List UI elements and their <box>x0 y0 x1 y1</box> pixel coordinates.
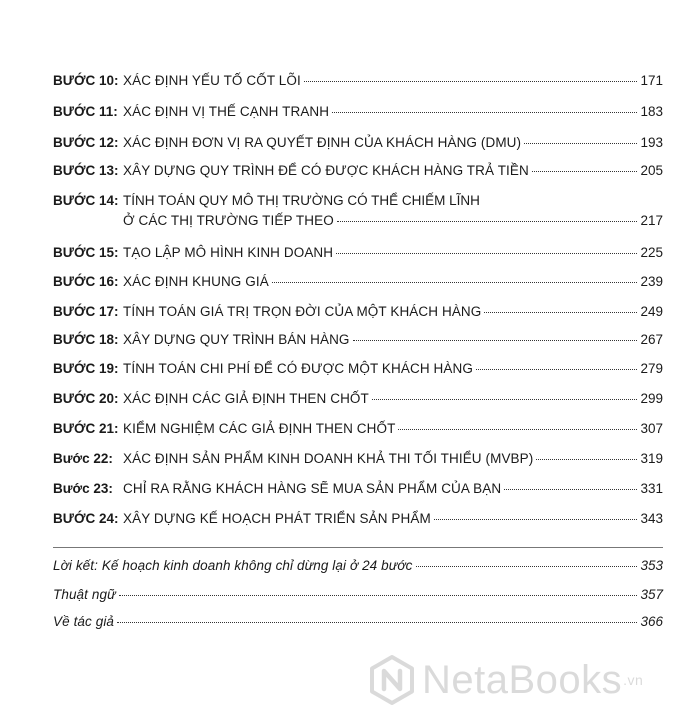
watermark-suffix: .vn <box>623 672 644 688</box>
entry-title-continued: Ở CÁC THỊ TRƯỜNG TIẾP THEO <box>123 213 334 228</box>
page-number: 225 <box>640 245 663 260</box>
entry-title: TÍNH TOÁN QUY MÔ THỊ TRƯỜNG CÓ THỂ CHIẾM LĨNH <box>123 193 480 208</box>
entry-title: Thuật ngữ <box>53 587 116 602</box>
dot-leader <box>504 489 637 490</box>
step-number: Bước 22: <box>53 451 113 466</box>
dot-leader <box>119 595 638 596</box>
entry-title: XÂY DỰNG KẾ HOẠCH PHÁT TRIỂN SẢN PHẨM <box>123 511 431 526</box>
page-number: 307 <box>640 421 663 436</box>
step-number: BƯỚC 14: <box>53 193 119 208</box>
entry-title: XÁC ĐỊNH YẾU TỐ CỐT LÕI <box>123 73 301 88</box>
page-number: 366 <box>640 614 663 629</box>
step-number: BƯỚC 16: <box>53 274 119 289</box>
dot-leader <box>332 112 637 113</box>
step-number: BƯỚC 17: <box>53 304 119 319</box>
dot-leader <box>398 429 637 430</box>
page-number: 171 <box>640 73 663 88</box>
entry-title: CHỈ RA RẰNG KHÁCH HÀNG SẼ MUA SẢN PHẨM CỦA BẠN <box>123 481 502 496</box>
toc-extra-entry[interactable] <box>53 613 663 631</box>
page-number: 183 <box>640 104 663 119</box>
watermark <box>366 654 643 706</box>
dot-leader <box>336 253 637 254</box>
dot-leader <box>353 340 638 341</box>
entry-title: Về tác giả <box>53 614 115 629</box>
step-number: BƯỚC 24: <box>53 511 119 526</box>
page-number: 279 <box>640 361 663 376</box>
step-number: BƯỚC 18: <box>53 332 119 347</box>
page-number: 239 <box>640 274 663 289</box>
entry-title: TÍNH TOÁN GIÁ TRỊ TRỌN ĐỜI CỦA MỘT KHÁCH HÀNG <box>123 304 482 319</box>
page-number: 205 <box>640 163 663 178</box>
entry-title: XÁC ĐỊNH SẢN PHẨM KINH DOANH KHẢ THI TỐI THIỂU (MVBP) <box>123 451 534 466</box>
entry-title: XÂY DỰNG QUY TRÌNH ĐỂ CÓ ĐƯỢC KHÁCH HÀNG TRẢ TIỀN <box>123 163 529 178</box>
toc-extra-entry[interactable] <box>53 557 663 575</box>
page-number: 193 <box>640 135 663 150</box>
dot-leader <box>372 399 638 400</box>
toc-entry[interactable] <box>53 192 663 232</box>
entry-title: Lời kết: Kế hoạch kinh doanh không chỉ dừng lại ở 24 bước <box>53 558 413 573</box>
page-number: 353 <box>640 558 663 573</box>
dot-leader <box>304 81 638 82</box>
page-number: 249 <box>640 304 663 319</box>
page-number: 267 <box>640 332 663 347</box>
entry-title: TẠO LẬP MÔ HÌNH KINH DOANH <box>123 245 334 260</box>
entry-title: XÂY DỰNG QUY TRÌNH BÁN HÀNG <box>123 332 350 347</box>
page-number: 357 <box>640 587 663 602</box>
entry-title: XÁC ĐỊNH CÁC GIẢ ĐỊNH THEN CHỐT <box>123 391 369 406</box>
step-number: BƯỚC 21: <box>53 421 119 436</box>
dot-leader <box>536 459 637 460</box>
entry-title: XÁC ĐỊNH KHUNG GIÁ <box>123 274 269 289</box>
entry-title: XÁC ĐỊNH ĐƠN VỊ RA QUYẾT ĐỊNH CỦA KHÁCH HÀNG (DMU) <box>123 135 522 150</box>
step-number: BƯỚC 11: <box>53 104 118 119</box>
dot-leader <box>476 369 638 370</box>
entry-title: TÍNH TOÁN CHI PHÍ ĐỂ CÓ ĐƯỢC MỘT KHÁCH HÀNG <box>123 361 473 376</box>
page-number: 217 <box>640 213 663 228</box>
dot-leader <box>272 282 638 283</box>
page-number: 299 <box>640 391 663 406</box>
step-number: BƯỚC 20: <box>53 391 119 406</box>
dot-leader <box>117 622 637 623</box>
toc-extra-entry[interactable] <box>53 586 663 604</box>
page-number: 319 <box>640 451 663 466</box>
page-number: 343 <box>640 511 663 526</box>
dot-leader <box>416 566 638 567</box>
step-number: Bước 23: <box>53 481 113 496</box>
dot-leader <box>337 221 638 222</box>
step-number: BƯỚC 13: <box>53 163 119 178</box>
entry-title: KIỂM NGHIỆM CÁC GIẢ ĐỊNH THEN CHỐT <box>123 421 396 436</box>
step-number: BƯỚC 19: <box>53 361 119 376</box>
step-number: BƯỚC 15: <box>53 245 119 260</box>
dot-leader <box>434 519 638 520</box>
watermark-text: NetaBooks <box>422 657 623 702</box>
dot-leader <box>484 312 637 313</box>
dot-leader <box>524 143 637 144</box>
page-number: 331 <box>640 481 663 496</box>
step-number: BƯỚC 12: <box>53 135 119 150</box>
step-number: BƯỚC 10: <box>53 73 119 88</box>
entry-title: XÁC ĐỊNH VỊ THẾ CẠNH TRANH <box>123 104 330 119</box>
netabooks-logo-icon <box>366 654 418 706</box>
dot-leader <box>532 171 638 172</box>
section-divider <box>53 547 663 548</box>
